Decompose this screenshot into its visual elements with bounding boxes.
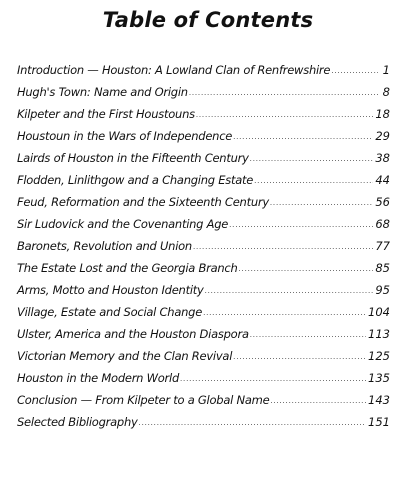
dot-leader: [193, 243, 373, 251]
dot-leader: [239, 265, 374, 273]
toc-entry-page: 77: [375, 239, 390, 253]
toc-entry-title: Lairds of Houston in the Fifteenth Century: [17, 151, 249, 165]
toc-entry-title: The Estate Lost and the Georgia Branch: [17, 261, 238, 275]
toc-entry-page: 125: [368, 349, 390, 363]
toc-entry-title: Ulster, America and the Houston Diaspora: [17, 327, 249, 341]
toc-entry: [17, 415, 390, 433]
toc-entry-title: Feud, Reformation and the Sixteenth Century: [17, 195, 269, 209]
toc-entry: [17, 283, 390, 305]
toc-entry-title: Conclusion — From Kilpeter to a Global Name: [17, 393, 270, 407]
toc-entry: [17, 371, 390, 393]
dot-leader: [203, 309, 366, 317]
toc-entry: [17, 393, 390, 415]
toc-entry: [17, 107, 390, 129]
toc-entry-title: Houston in the Modern World: [17, 371, 180, 385]
dot-leader: [139, 419, 367, 427]
toc-entry-title: Selected Bibliography: [17, 415, 138, 429]
toc-entry-page: 56: [375, 195, 390, 209]
toc-entry: [17, 261, 390, 283]
toc-entry-title: Kilpeter and the First Houstouns: [17, 107, 195, 121]
toc-entry: [17, 305, 390, 327]
toc-entry: [17, 217, 390, 239]
toc-entry-page: 135: [368, 371, 390, 385]
toc-entry-page: 68: [375, 217, 390, 231]
dot-leader: [250, 155, 374, 163]
toc-entry-page: 8: [382, 85, 390, 99]
toc-entry-page: 151: [368, 415, 390, 429]
dot-leader: [180, 375, 366, 383]
dot-leader: [233, 133, 373, 141]
toc-entry: [17, 173, 390, 195]
toc-entry-page: 113: [368, 327, 390, 341]
toc-entry-title: Baronets, Revolution and Union: [17, 239, 192, 253]
toc-entry-page: 18: [375, 107, 390, 121]
toc-entry-page: 95: [375, 283, 390, 297]
dot-leader: [205, 287, 374, 295]
toc-entry-title: Flodden, Linlithgow and a Changing Estate: [17, 173, 254, 187]
page-title: Table of Contents: [102, 8, 314, 32]
toc-entry: [17, 195, 390, 217]
toc-entry: [17, 129, 390, 151]
toc-entry-title: Arms, Motto and Houston Identity: [17, 283, 204, 297]
toc-entry-page: 1: [382, 63, 390, 77]
toc-entry-title: Introduction — Houston: A Lowland Clan of Renfrewshire: [17, 63, 331, 77]
toc-entry-page: 44: [375, 173, 390, 187]
toc-entry-page: 29: [375, 129, 390, 143]
toc-list: [17, 63, 390, 433]
toc-entry: [17, 63, 390, 85]
dot-leader: [229, 221, 373, 229]
dot-leader: [233, 353, 366, 361]
dot-leader: [331, 67, 378, 75]
toc-entry: [17, 239, 390, 261]
toc-entry-title: Houstoun in the Wars of Independence: [17, 129, 233, 143]
toc-entry: [17, 85, 390, 107]
dot-leader: [196, 111, 373, 119]
toc-entry-page: 104: [368, 305, 390, 319]
toc-entry-title: Victorian Memory and the Clan Revival: [17, 349, 233, 363]
toc-entry: [17, 151, 390, 173]
dot-leader: [270, 397, 366, 405]
dot-leader: [254, 177, 373, 185]
dot-leader: [270, 199, 373, 207]
toc-entry: [17, 327, 390, 349]
toc-entry-page: 143: [368, 393, 390, 407]
toc-entry-title: Hugh's Town: Name and Origin: [17, 85, 188, 99]
toc-entry-title: Sir Ludovick and the Covenanting Age: [17, 217, 229, 231]
dot-leader: [189, 89, 378, 97]
dot-leader: [250, 331, 366, 339]
toc-entry: [17, 349, 390, 371]
toc-entry-page: 38: [375, 151, 390, 165]
toc-entry-title: Village, Estate and Social Change: [17, 305, 203, 319]
toc-entry-page: 85: [375, 261, 390, 275]
